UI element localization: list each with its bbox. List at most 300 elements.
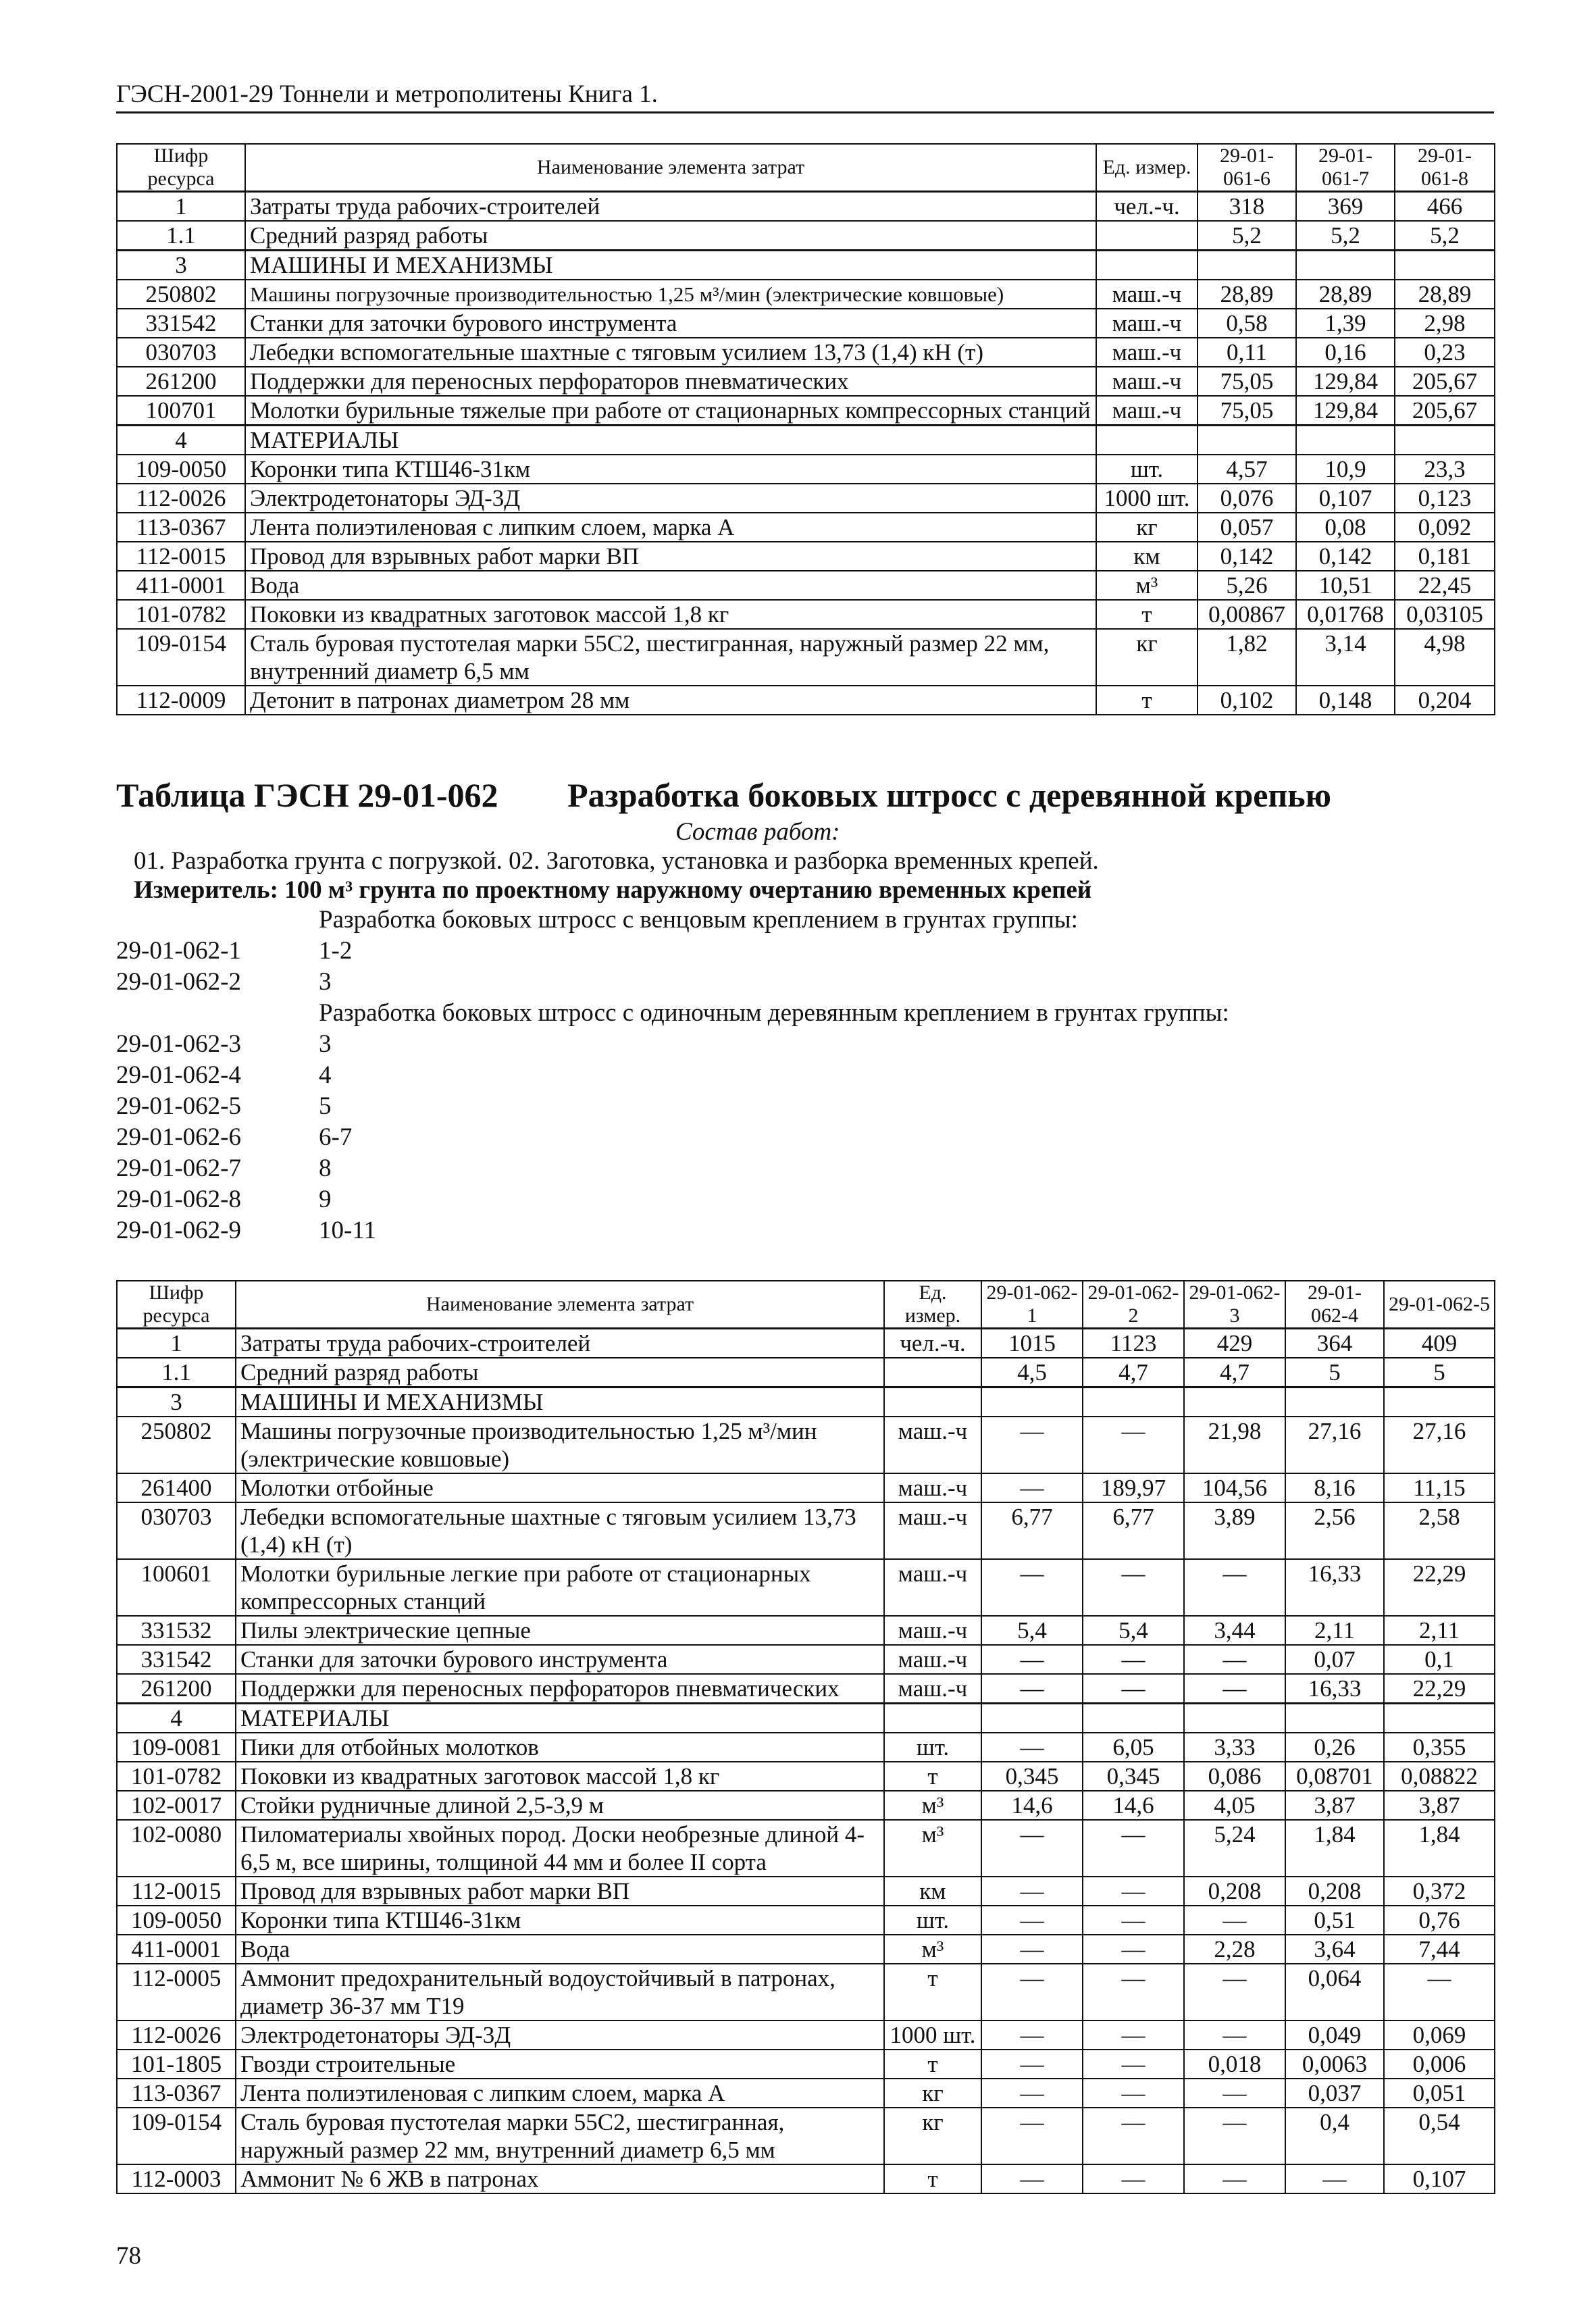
value-cell: 0,372 <box>1384 1877 1495 1906</box>
code-item: 29-01-062-2 <box>116 968 241 996</box>
value-cell: — <box>981 1935 1083 1964</box>
unit: т <box>1096 686 1198 715</box>
resource-code: 112-0015 <box>117 542 245 571</box>
value-cell: 16,33 <box>1285 1674 1384 1704</box>
value-cell: — <box>1083 1906 1184 1935</box>
unit: маш.-ч <box>884 1473 981 1502</box>
value-cell: 10,9 <box>1296 455 1395 484</box>
value-cell: 3,64 <box>1285 1935 1384 1964</box>
value-cell: 27,16 <box>1285 1417 1384 1473</box>
value-cell: 0,11 <box>1198 338 1296 367</box>
resource-name: Пилы электрические цепные <box>236 1616 884 1645</box>
header-col-1: 29-01-062-1 <box>981 1281 1083 1329</box>
table-row <box>117 1473 1495 1502</box>
resource-name: Сталь буровая пустотелая марки 55С2, шестигранная, наружный размер 22 мм, внутренний диаметр 6,5 мм <box>236 2108 884 2164</box>
value-cell: — <box>1184 2164 1285 2193</box>
resource-code: 411-0001 <box>117 571 245 600</box>
value-cell: 3,87 <box>1384 1791 1495 1820</box>
resource-name: Пики для отбойных молотков <box>236 1733 884 1762</box>
resource-code: 112-0026 <box>117 484 245 513</box>
unit: чел.-ч. <box>1096 192 1198 222</box>
value-cell: 0,051 <box>1384 2079 1495 2108</box>
value-cell: — <box>981 1877 1083 1906</box>
table-row <box>117 1502 1495 1559</box>
section-row <box>117 1388 1495 1417</box>
table-row <box>117 221 1495 251</box>
resource-name: Пиломатериалы хвойных пород. Доски необрезные длиной 4-6,5 м, все ширины, толщиной 44 мм и более II сорта <box>236 1820 884 1877</box>
table-row <box>117 2050 1495 2079</box>
value-cell: — <box>1083 1820 1184 1877</box>
unit: маш.-ч <box>884 1559 981 1616</box>
value-cell <box>1296 426 1395 455</box>
value-cell: 0,08822 <box>1384 1762 1495 1791</box>
section-row <box>117 1704 1495 1733</box>
table-row <box>117 484 1495 513</box>
value-cell: 6,77 <box>981 1502 1083 1559</box>
unit: 1000 шт. <box>1096 484 1198 513</box>
table-row <box>117 513 1495 542</box>
resource-name: Вода <box>245 571 1096 600</box>
resource-name: Коронки типа КТШ46-31км <box>236 1906 884 1935</box>
value-cell: — <box>1184 1645 1285 1674</box>
unit: т <box>884 2164 981 2193</box>
resource-code: 109-0050 <box>117 1906 236 1935</box>
resource-code: 3 <box>117 1388 236 1417</box>
unit: чел.-ч. <box>884 1329 981 1358</box>
value-cell: 3,89 <box>1184 1502 1285 1559</box>
resource-code: 1 <box>117 1329 236 1358</box>
resource-code: 109-0154 <box>117 629 245 686</box>
header-unit: Ед. измер. <box>1096 144 1198 192</box>
resource-name: Сталь буровая пустотелая марки 55С2, шестигранная, наружный размер 22 мм, внутренний диаметр 6,5 мм <box>245 629 1096 686</box>
header-col-2: 29-01-062-2 <box>1083 1281 1184 1329</box>
value-cell: 27,16 <box>1384 1417 1495 1473</box>
resource-name: Стойки рудничные длиной 2,5-3,9 м <box>236 1791 884 1820</box>
value-cell: 0,03105 <box>1395 600 1495 629</box>
unit: т <box>1096 600 1198 629</box>
table-row <box>117 571 1495 600</box>
resource-name: МАТЕРИАЛЫ <box>245 426 1096 455</box>
value-cell <box>1184 1388 1285 1417</box>
header-col-3: 29-01-062-3 <box>1184 1281 1285 1329</box>
table-row <box>117 455 1495 484</box>
table1-body <box>117 192 1495 715</box>
value-cell: — <box>981 2164 1083 2193</box>
value-cell: — <box>1184 2020 1285 2050</box>
value-cell: — <box>1285 2164 1384 2193</box>
value-cell: 0,107 <box>1296 484 1395 513</box>
code-item: 29-01-062-1 <box>116 937 241 965</box>
value-cell: 4,5 <box>981 1358 1083 1388</box>
resource-code: 261400 <box>117 1473 236 1502</box>
unit <box>884 1704 981 1733</box>
value-cell <box>1198 426 1296 455</box>
table-row <box>117 338 1495 367</box>
code-value: 3 <box>319 968 332 996</box>
resource-table-062 <box>116 1280 1495 2194</box>
table-row <box>117 629 1495 686</box>
value-cell: 10,51 <box>1296 571 1395 600</box>
value-cell: 1,39 <box>1296 309 1395 338</box>
resource-code: 331542 <box>117 1645 236 1674</box>
value-cell: 0,345 <box>1083 1762 1184 1791</box>
resource-code: 261200 <box>117 1674 236 1704</box>
value-cell: 205,67 <box>1395 367 1495 396</box>
value-cell: 0,064 <box>1285 1964 1384 2020</box>
code-item: 29-01-062-6 <box>116 1123 241 1151</box>
value-cell: 0,355 <box>1384 1733 1495 1762</box>
value-cell: 429 <box>1184 1329 1285 1358</box>
resource-name: Молотки бурильные тяжелые при работе от стационарных компрессорных станций <box>245 396 1096 426</box>
code-item: 29-01-062-8 <box>116 1186 241 1213</box>
resource-code: 102-0080 <box>117 1820 236 1877</box>
table-row <box>117 1877 1495 1906</box>
resource-name: Поковки из квадратных заготовок массой 1,8 кг <box>236 1762 884 1791</box>
value-cell: 0,76 <box>1384 1906 1495 1935</box>
table-row <box>117 396 1495 426</box>
resource-name: МАТЕРИАЛЫ <box>236 1704 884 1733</box>
works-list: 01. Разработка грунта с погрузкой. 02. Заготовка, установка и разборка временных крепей. <box>134 847 1099 875</box>
resource-table-061 <box>116 143 1495 715</box>
value-cell: 129,84 <box>1296 396 1395 426</box>
header-name: Наименование элемента затрат <box>236 1281 884 1329</box>
value-cell: 0,204 <box>1395 686 1495 715</box>
value-cell: — <box>1083 1877 1184 1906</box>
unit: маш.-ч <box>1096 396 1198 426</box>
unit <box>1096 251 1198 280</box>
value-cell: 318 <box>1198 192 1296 222</box>
code-item: 29-01-062-7 <box>116 1154 241 1182</box>
table-row <box>117 1733 1495 1762</box>
unit: маш.-ч <box>884 1417 981 1473</box>
subtitle-single-support: Разработка боковых штросс с одиночным деревянным креплением в грунтах группы: <box>319 999 1229 1027</box>
code-value: 10-11 <box>319 1217 376 1244</box>
value-cell <box>1384 1704 1495 1733</box>
unit <box>1096 221 1198 251</box>
table2-body <box>117 1329 1495 2194</box>
table-row <box>117 1820 1495 1877</box>
value-cell: — <box>1083 2164 1184 2193</box>
code-item: 29-01-062-9 <box>116 1217 241 1244</box>
value-cell: — <box>981 1733 1083 1762</box>
code-item: 29-01-062-4 <box>116 1061 241 1089</box>
value-cell: 0,08701 <box>1285 1762 1384 1791</box>
resource-code: 3 <box>117 251 245 280</box>
value-cell: 5,4 <box>1083 1616 1184 1645</box>
value-cell: — <box>1083 2079 1184 2108</box>
table-row <box>117 2079 1495 2108</box>
value-cell: 0,54 <box>1384 2108 1495 2164</box>
unit: маш.-ч <box>1096 338 1198 367</box>
value-cell: 3,44 <box>1184 1616 1285 1645</box>
unit: кг <box>884 2108 981 2164</box>
resource-code: 331542 <box>117 309 245 338</box>
value-cell: 0,049 <box>1285 2020 1384 2050</box>
unit <box>1096 426 1198 455</box>
resource-code: 411-0001 <box>117 1935 236 1964</box>
table-row <box>117 1906 1495 1935</box>
resource-code: 030703 <box>117 338 245 367</box>
unit <box>884 1388 981 1417</box>
resource-name: МАШИНЫ И МЕХАНИЗМЫ <box>245 251 1096 280</box>
value-cell <box>1395 251 1495 280</box>
value-cell: 0,23 <box>1395 338 1495 367</box>
value-cell: 75,05 <box>1198 396 1296 426</box>
table-row <box>117 542 1495 571</box>
value-cell: 0,01768 <box>1296 600 1395 629</box>
unit: маш.-ч <box>1096 280 1198 309</box>
value-cell: — <box>1083 2108 1184 2164</box>
value-cell: 5,2 <box>1198 221 1296 251</box>
resource-code: 101-0782 <box>117 1762 236 1791</box>
resource-code: 101-0782 <box>117 600 245 629</box>
value-cell: 0,58 <box>1198 309 1296 338</box>
value-cell: — <box>1384 1964 1495 2020</box>
unit: маш.-ч <box>884 1616 981 1645</box>
resource-code: 1.1 <box>117 221 245 251</box>
value-cell <box>1296 251 1395 280</box>
value-cell: 3,33 <box>1184 1733 1285 1762</box>
resource-code: 1 <box>117 192 245 222</box>
value-cell: 0,057 <box>1198 513 1296 542</box>
value-cell: 5 <box>1285 1358 1384 1388</box>
value-cell: — <box>1083 2050 1184 2079</box>
header-col-3: 29-01-061-8 <box>1395 144 1495 192</box>
header-unit: Ед. измер. <box>884 1281 981 1329</box>
table-row <box>117 1329 1495 1358</box>
value-cell: 14,6 <box>1083 1791 1184 1820</box>
value-cell: — <box>981 1559 1083 1616</box>
resource-name: Поддержки для переносных перфораторов пневматических <box>236 1674 884 1704</box>
code-value: 1-2 <box>319 937 353 965</box>
table-row <box>117 367 1495 396</box>
resource-name: МАШИНЫ И МЕХАНИЗМЫ <box>236 1388 884 1417</box>
value-cell: — <box>1083 1645 1184 1674</box>
resource-code: 109-0050 <box>117 455 245 484</box>
value-cell: 75,05 <box>1198 367 1296 396</box>
value-cell: — <box>1083 1674 1184 1704</box>
value-cell: 205,67 <box>1395 396 1495 426</box>
code-item: 29-01-062-3 <box>116 1030 241 1058</box>
value-cell: 0,086 <box>1184 1762 1285 1791</box>
unit: т <box>884 2050 981 2079</box>
table-row <box>117 600 1495 629</box>
resource-code: 112-0005 <box>117 1964 236 2020</box>
table-row <box>117 280 1495 309</box>
resource-name: Лента полиэтиленовая с липким слоем, марка А <box>245 513 1096 542</box>
table-row <box>117 2020 1495 2050</box>
table-row <box>117 1935 1495 1964</box>
resource-name: Молотки бурильные легкие при работе от стационарных компрессорных станций <box>236 1559 884 1616</box>
resource-name: Поддержки для переносных перфораторов пневматических <box>245 367 1096 396</box>
value-cell: 23,3 <box>1395 455 1495 484</box>
value-cell: — <box>981 1820 1083 1877</box>
value-cell: — <box>1184 2079 1285 2108</box>
section-row <box>117 251 1495 280</box>
unit: шт. <box>1096 455 1198 484</box>
header-col-5: 29-01-062-5 <box>1384 1281 1495 1329</box>
resource-code: 112-0009 <box>117 686 245 715</box>
resource-name: Коронки типа КТШ46-31км <box>245 455 1096 484</box>
value-cell: 409 <box>1384 1329 1495 1358</box>
unit: км <box>1096 542 1198 571</box>
table-label: Таблица ГЭСН 29-01-062 <box>116 776 498 814</box>
value-cell: 0,1 <box>1384 1645 1495 1674</box>
value-cell: 2,11 <box>1285 1616 1384 1645</box>
value-cell: 1123 <box>1083 1329 1184 1358</box>
value-cell: 0,102 <box>1198 686 1296 715</box>
unit: маш.-ч <box>884 1645 981 1674</box>
value-cell: — <box>1184 2108 1285 2164</box>
resource-name: Вода <box>236 1935 884 1964</box>
value-cell: 0,345 <box>981 1762 1083 1791</box>
resource-name: Лента полиэтиленовая с липким слоем, марка А <box>236 2079 884 2108</box>
value-cell: — <box>1184 1674 1285 1704</box>
table-row <box>117 1674 1495 1704</box>
value-cell: 0,107 <box>1384 2164 1495 2193</box>
unit: маш.-ч <box>884 1502 981 1559</box>
value-cell: 189,97 <box>1083 1473 1184 1502</box>
unit: м³ <box>884 1791 981 1820</box>
resource-name: Затраты труда рабочих-строителей <box>236 1329 884 1358</box>
header-name: Наименование элемента затрат <box>245 144 1096 192</box>
value-cell: — <box>981 2079 1083 2108</box>
value-cell: 5,24 <box>1184 1820 1285 1877</box>
value-cell: — <box>981 1964 1083 2020</box>
value-cell: 5,4 <box>981 1616 1083 1645</box>
unit: м³ <box>1096 571 1198 600</box>
code-value: 3 <box>319 1030 332 1058</box>
resource-code: 109-0154 <box>117 2108 236 2164</box>
value-cell: 3,14 <box>1296 629 1395 686</box>
value-cell <box>1285 1704 1384 1733</box>
header-col-1: 29-01-061-6 <box>1198 144 1296 192</box>
resource-name: Станки для заточки бурового инструмента <box>236 1645 884 1674</box>
unit: кг <box>1096 513 1198 542</box>
value-cell: 6,77 <box>1083 1502 1184 1559</box>
resource-code: 331532 <box>117 1616 236 1645</box>
resource-code: 4 <box>117 1704 236 1733</box>
unit: т <box>884 1762 981 1791</box>
resource-name: Лебедки вспомогательные шахтные с тяговым усилием 13,73 (1,4) кН (т) <box>245 338 1096 367</box>
code-value: 5 <box>319 1092 332 1120</box>
table-title <box>116 776 1331 815</box>
unit <box>884 1358 981 1388</box>
resource-name: Машины погрузочные производительностью 1,25 м³/мин (электрические ковшовые) <box>236 1417 884 1473</box>
value-cell: — <box>1184 1964 1285 2020</box>
table-row <box>117 1762 1495 1791</box>
value-cell: 2,98 <box>1395 309 1495 338</box>
value-cell <box>1395 426 1495 455</box>
value-cell: 2,11 <box>1384 1616 1495 1645</box>
table-row <box>117 1791 1495 1820</box>
value-cell: 4,57 <box>1198 455 1296 484</box>
resource-name: Провод для взрывных работ марки ВП <box>245 542 1096 571</box>
unit: км <box>884 1877 981 1906</box>
value-cell <box>1083 1704 1184 1733</box>
unit: кг <box>884 2079 981 2108</box>
value-cell: 1,84 <box>1384 1820 1495 1877</box>
value-cell: 28,89 <box>1395 280 1495 309</box>
resource-code: 100601 <box>117 1559 236 1616</box>
table-row <box>117 192 1495 222</box>
value-cell: 0,069 <box>1384 2020 1495 2050</box>
resource-name: Станки для заточки бурового инструмента <box>245 309 1096 338</box>
resource-code: 113-0367 <box>117 2079 236 2108</box>
meter: Измеритель: 100 м³ грунта по проектному наружному очертанию временных крепей <box>134 876 1092 904</box>
value-cell <box>1184 1704 1285 1733</box>
unit: 1000 шт. <box>884 2020 981 2050</box>
value-cell: 0,142 <box>1296 542 1395 571</box>
value-cell: 1,82 <box>1198 629 1296 686</box>
page-number: 78 <box>116 2242 141 2270</box>
value-cell: 0,08 <box>1296 513 1395 542</box>
value-cell: 0,208 <box>1184 1877 1285 1906</box>
value-cell: 22,29 <box>1384 1559 1495 1616</box>
resource-code: 1.1 <box>117 1358 236 1388</box>
resource-name: Электродетонаторы ЭД-3Д <box>245 484 1096 513</box>
code-value: 9 <box>319 1186 332 1213</box>
table-row <box>117 1417 1495 1473</box>
value-cell: 5 <box>1384 1358 1495 1388</box>
value-cell: 0,092 <box>1395 513 1495 542</box>
value-cell: 2,28 <box>1184 1935 1285 1964</box>
value-cell <box>981 1704 1083 1733</box>
value-cell <box>981 1388 1083 1417</box>
value-cell: 7,44 <box>1384 1935 1495 1964</box>
value-cell: 22,45 <box>1395 571 1495 600</box>
value-cell: 4,98 <box>1395 629 1495 686</box>
resource-name: Средний разряд работы <box>245 221 1096 251</box>
value-cell: — <box>1083 1964 1184 2020</box>
composition-label: Состав работ: <box>675 818 840 846</box>
resource-code: 250802 <box>117 1417 236 1473</box>
value-cell: 5,26 <box>1198 571 1296 600</box>
table-row <box>117 1616 1495 1645</box>
value-cell <box>1384 1388 1495 1417</box>
value-cell: 4,7 <box>1083 1358 1184 1388</box>
value-cell: — <box>981 1645 1083 1674</box>
resource-name: Лебедки вспомогательные шахтные с тяговым усилием 13,73 (1,4) кН (т) <box>236 1502 884 1559</box>
value-cell: 0,208 <box>1285 1877 1384 1906</box>
unit: м³ <box>884 1935 981 1964</box>
value-cell: 1015 <box>981 1329 1083 1358</box>
table-row <box>117 686 1495 715</box>
value-cell: 14,6 <box>981 1791 1083 1820</box>
table-row <box>117 2164 1495 2193</box>
value-cell: 3,87 <box>1285 1791 1384 1820</box>
unit: м³ <box>884 1820 981 1877</box>
code-item: 29-01-062-5 <box>116 1092 241 1120</box>
value-cell: 0,123 <box>1395 484 1495 513</box>
value-cell: 2,56 <box>1285 1502 1384 1559</box>
value-cell: 6,05 <box>1083 1733 1184 1762</box>
value-cell: — <box>981 1674 1083 1704</box>
resource-name: Электродетонаторы ЭД-3Д <box>236 2020 884 2050</box>
header-col-2: 29-01-061-7 <box>1296 144 1395 192</box>
value-cell: — <box>1083 2020 1184 2050</box>
resource-code: 102-0017 <box>117 1791 236 1820</box>
value-cell: 28,89 <box>1296 280 1395 309</box>
resource-name: Затраты труда рабочих-строителей <box>245 192 1096 222</box>
value-cell: 11,15 <box>1384 1473 1495 1502</box>
value-cell: 4,7 <box>1184 1358 1285 1388</box>
unit: шт. <box>884 1733 981 1762</box>
header-col-4: 29-01-062-4 <box>1285 1281 1384 1329</box>
table-row <box>117 309 1495 338</box>
section-row <box>117 426 1495 455</box>
resource-code: 112-0003 <box>117 2164 236 2193</box>
